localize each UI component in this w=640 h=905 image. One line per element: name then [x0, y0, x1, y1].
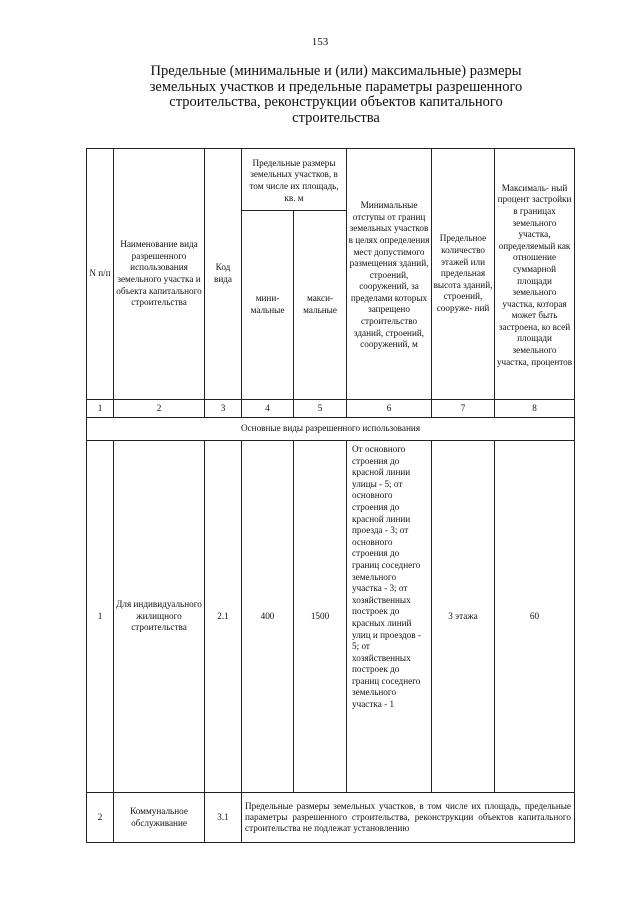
header-setbacks: Минимальные отступы от границ земельных участков в целях определения мест допустимого размещения зданий, строений, сооружений, за пределами которых запрещено строительство зданий, строений, сооружений, м	[347, 149, 432, 400]
column-number: 1	[87, 400, 114, 418]
section-title: Основные виды разрешенного использования	[87, 418, 575, 441]
column-number: 6	[347, 400, 432, 418]
table-row	[87, 441, 575, 793]
row-setbacks: От основного строения до красной линии улицы - 5; от основного строения до красной линии проезда - 3; от основного строения до границ соседнего земельного участка - 3; от хозяйственных построек до красных линий улиц и проездов - 5; от хозяйственных построек до границ соседнего земельного участка - 1	[347, 441, 432, 793]
column-numbers-row	[87, 400, 575, 418]
header-max: макси- мальные	[294, 211, 347, 400]
row-use-name: Коммунальное обслуживание	[114, 793, 205, 843]
header-min: мини- мальные	[242, 211, 294, 400]
row-code: 3.1	[205, 793, 242, 843]
section-row	[87, 418, 575, 441]
header-plot-size-group: Предельные размеры земельных участков, в том числе их площадь, кв. м	[242, 149, 347, 211]
row-use-name: Для индивидуального жилищного строительства	[114, 441, 205, 793]
header-code: Код вида	[205, 149, 242, 400]
column-number: 3	[205, 400, 242, 418]
column-number: 5	[294, 400, 347, 418]
row-merged-note: Предельные размеры земельных участков, в том числе их площадь, предельные параметры разрешенного строительства, реконструкции объектов капитального строительства не подлежат установлению	[242, 793, 575, 843]
row-code: 2.1	[205, 441, 242, 793]
row-min-area: 400	[242, 441, 294, 793]
row-number: 1	[87, 441, 114, 793]
row-build-percent: 60	[495, 441, 575, 793]
table-row	[87, 793, 575, 843]
header-row-top	[87, 149, 575, 211]
page-number: 153	[311, 36, 329, 48]
header-number: N п/п	[87, 149, 114, 400]
header-use-name: Наименование вида разрешенного использования земельного участка и объекта капитального строительства	[114, 149, 205, 400]
row-max-area: 1500	[294, 441, 347, 793]
column-number: 7	[432, 400, 495, 418]
document-title: Предельные (минимальные и (или) максимальные) размеры земельных участков и предельные параметры разрешенного строительства, реконструкции объектов капитального строительства	[149, 63, 523, 126]
header-build-percent: Максималь- ный процент застройки в границах земельного участка, определяемый как отношение суммарной площади земельного участка, которая может быть застроена, ко всей площади земельного участка, процентов	[495, 149, 575, 400]
zoning-parameters-table	[86, 148, 575, 843]
column-number: 4	[242, 400, 294, 418]
column-number: 2	[114, 400, 205, 418]
column-number: 8	[495, 400, 575, 418]
row-floors: 3 этажа	[432, 441, 495, 793]
row-number: 2	[87, 793, 114, 843]
header-floors: Предельное количество этажей или предельная высота зданий, строений, сооруже- ний	[432, 149, 495, 400]
